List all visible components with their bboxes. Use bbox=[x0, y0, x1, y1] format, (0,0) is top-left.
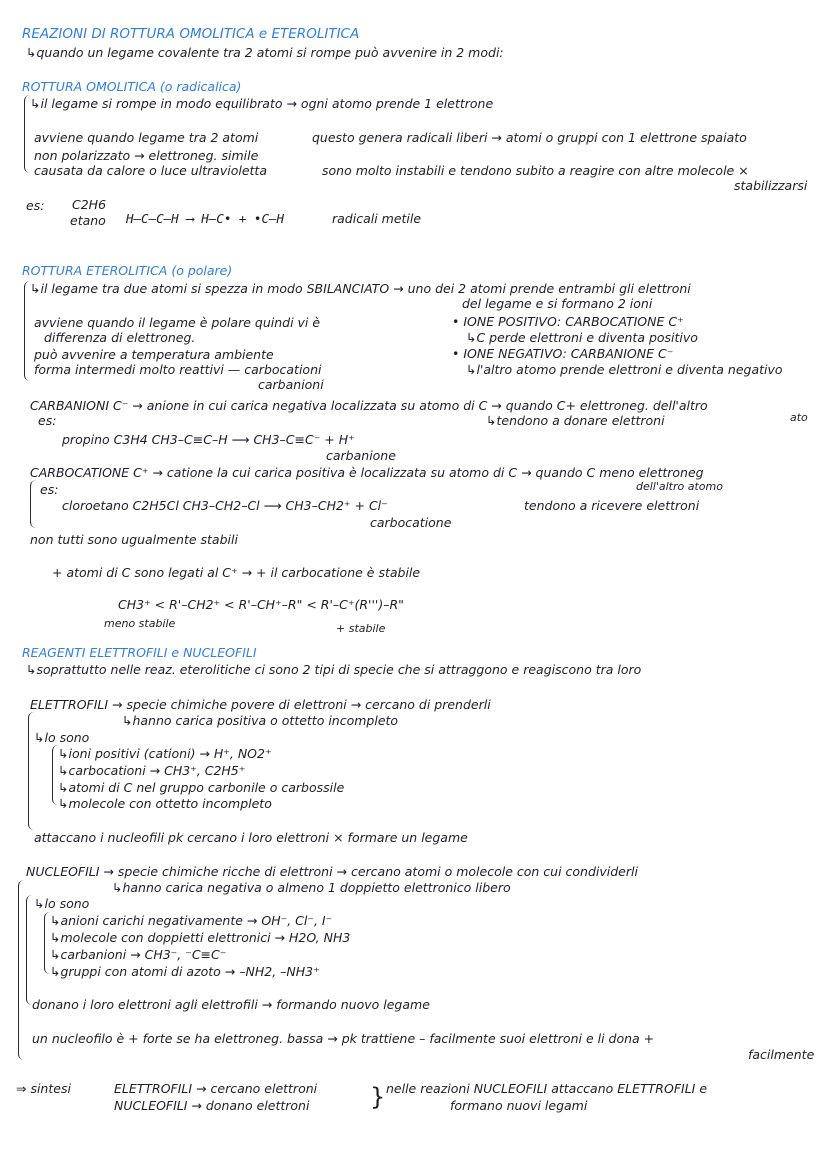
main-title: REAZIONI DI ROTTURA OMOLITICA e ETEROLITICA bbox=[22, 26, 360, 42]
nucleofili-definition: NUCLEOFILI → specie chimiche ricche di elettroni → cercano atomi o molecole con cui condividerli bbox=[26, 864, 638, 879]
intro-text: ↳quando un legame covalente tra 2 atomi si rompe può avvenire in 2 modi: bbox=[26, 45, 504, 60]
eterolitica-line-4: forma intermedi molto reattivi — carbocationi bbox=[34, 362, 322, 377]
carbocatione-example: cloroetano C2H5Cl CH3–CH2–Cl ⟶ CH3–CH2⁺ + Cl⁻ bbox=[62, 498, 388, 513]
omolitica-ex-reaction: H–C–C–H ⟶ H–C• + •C–H bbox=[126, 211, 285, 226]
omolitica-line-3b: sono molto instabili e tendono subito a reagire con altre molecole × bbox=[322, 163, 749, 178]
elettrofili-charge: ↳hanno carica positiva o ottetto incompleto bbox=[122, 713, 399, 728]
nucleofili-strength-cont: facilmente bbox=[748, 1047, 815, 1062]
carbanioni-example: propino C3H4 CH3–C≡C–H ⟶ CH3–C≡C⁻ + H⁺ bbox=[62, 432, 355, 447]
omolitica-line-2c: questo genera radicali liberi → atomi o gruppi con 1 elettrone spaiato bbox=[312, 130, 747, 145]
sintesi-conclusion-1: nelle reazioni NUCLEOFILI attaccano ELETTROFILI e bbox=[386, 1081, 708, 1096]
ione-positivo: • IONE POSITIVO: CARBOCATIONE C⁺ bbox=[452, 314, 684, 329]
carbocatione-definition-cont: dell'altro atomo bbox=[636, 480, 723, 493]
nucleofili-strength: un nucleofilo è + forte se ha elettroneg. bassa → pk trattiene – facilmente suoi elettroni e li dona + bbox=[32, 1031, 655, 1046]
eterolitica-heading: ROTTURA ETEROLITICA (o polare) bbox=[22, 263, 233, 278]
sintesi-conclusion-2: formano nuovi legami bbox=[450, 1098, 588, 1113]
omolitica-ex-formula: C2H6 bbox=[72, 197, 107, 212]
carbocatione-label: carbocatione bbox=[370, 515, 452, 530]
carbocatione-brace bbox=[30, 480, 37, 528]
eterolitica-line-4b: carbanioni bbox=[258, 377, 324, 392]
elettrofili-definition: ELETTROFILI → specie chimiche povere di elettroni → cercano di prenderli bbox=[30, 697, 491, 712]
nucleofili-item-1: ↳anioni carichi negativamente → OH⁻, Cl⁻, I⁻ bbox=[50, 913, 333, 928]
omolitica-line-2b: non polarizzato → elettroneg. simile bbox=[34, 148, 259, 163]
omolitica-ex-name: etano bbox=[70, 213, 106, 228]
nucleofili-lo-sono: ↳lo sono bbox=[34, 896, 90, 911]
nucleofili-charge: ↳hanno carica negativa o almeno 1 doppietto elettronico libero bbox=[112, 880, 511, 895]
carbocatione-tendency: tendono a ricevere elettroni bbox=[524, 498, 700, 513]
carbanioni-definition: CARBANIONI C⁻ → anione in cui carica negativa localizzata su atomo di C → quando C+ elettroneg. dell'altro bbox=[30, 398, 708, 413]
eterolitica-line-1: ↳il legame tra due atomi si spezza in modo SBILANCIATO → uno dei 2 atomi prende entrambi gli elettroni bbox=[30, 281, 691, 296]
elettrofili-item-3: ↳atomi di C nel gruppo carbonile o carbossile bbox=[58, 780, 345, 795]
stability-note: non tutti sono ugualmente stabili bbox=[30, 532, 238, 547]
eterolitica-brace bbox=[24, 281, 31, 381]
sintesi-brace: } bbox=[370, 1083, 386, 1111]
carbanioni-es: es: bbox=[38, 413, 57, 428]
nucleofili-brace-outer bbox=[18, 880, 25, 1060]
nucleofili-donate: donano i loro elettroni agli elettrofili → formando nuovo legame bbox=[32, 997, 430, 1012]
elettrofili-item-1: ↳ioni positivi (cationi) → H⁺, NO2⁺ bbox=[58, 746, 272, 761]
reagenti-intro: ↳soprattutto nelle reaz. eterolitiche ci sono 2 tipi di specie che si attraggono e reagiscono tra loro bbox=[26, 662, 642, 677]
ione-positivo-note: ↳C perde elettroni e diventa positivo bbox=[466, 330, 698, 345]
stability-high-label: + stabile bbox=[336, 622, 386, 635]
stability-rule: + atomi di C sono legati al C⁺ → + il carbocatione è stabile bbox=[52, 565, 421, 580]
ione-negativo: • IONE NEGATIVO: CARBANIONE C⁻ bbox=[452, 346, 674, 361]
sintesi-nucleofili: NUCLEOFILI → donano elettroni bbox=[114, 1098, 310, 1113]
nucleofili-item-3: ↳carbanioni → CH3⁻, ⁻C≡C⁻ bbox=[50, 947, 227, 962]
carbanione-label: carbanione bbox=[326, 448, 396, 463]
sintesi-label: ⇒ sintesi bbox=[16, 1081, 71, 1096]
carbocatione-es: es: bbox=[40, 482, 59, 497]
eterolitica-line-3: può avvenire a temperatura ambiente bbox=[34, 347, 274, 362]
reagenti-heading: REAGENTI ELETTROFILI e NUCLEOFILI bbox=[22, 645, 257, 660]
carbanioni-definition-cont: ato bbox=[790, 411, 808, 424]
stability-low-label: meno stabile bbox=[104, 617, 176, 630]
omolitica-line-2a: avviene quando legame tra 2 atomi bbox=[34, 130, 259, 145]
nucleofili-item-4: ↳gruppi con atomi di azoto → –NH2, –NH3⁺ bbox=[50, 964, 320, 979]
nucleofili-brace-inner bbox=[26, 895, 32, 1005]
omolitica-line-3a: causata da calore o luce ultravioletta bbox=[34, 163, 267, 178]
omolitica-line-3c: stabilizzarsi bbox=[734, 178, 808, 193]
omolitica-heading: ROTTURA OMOLITICA (o radicalica) bbox=[22, 79, 242, 94]
stability-series: CH3⁺ < R'–CH2⁺ < R'–CH⁺–R" < R'–C⁺(R''')–R" bbox=[118, 597, 404, 612]
carbocatione-definition: CARBOCATIONE C⁺ → catione la cui carica positiva è localizzata su atomo di C → quando C meno elettroneg bbox=[30, 465, 704, 480]
sintesi-elettrofili: ELETTROFILI → cercano elettroni bbox=[114, 1081, 318, 1096]
omolitica-ex-note: radicali metile bbox=[332, 211, 422, 226]
eterolitica-line-2a: avviene quando il legame è polare quindi vi è bbox=[34, 315, 321, 330]
carbanioni-tendency: ↳tendono a donare elettroni bbox=[486, 413, 665, 428]
elettrofili-attack: attaccano i nucleofili pk cercano i loro elettroni × formare un legame bbox=[34, 830, 468, 845]
nucleofili-item-2: ↳molecole con doppietti elettronici → H2O, NH3 bbox=[50, 930, 351, 945]
omolitica-es-label: es: bbox=[26, 198, 45, 213]
elettrofili-lo-sono: ↳lo sono bbox=[34, 730, 90, 745]
eterolitica-line-2b: differenza di elettroneg. bbox=[44, 330, 196, 345]
omolitica-line-1: ↳il legame si rompe in modo equilibrato → ogni atomo prende 1 elettrone bbox=[30, 96, 494, 111]
elettrofili-item-4: ↳molecole con ottetto incompleto bbox=[58, 796, 272, 811]
elettrofili-item-2: ↳carbocationi → CH3⁺, C2H5⁺ bbox=[58, 763, 246, 778]
ione-negativo-note: ↳l'altro atomo prende elettroni e diventa negativo bbox=[466, 362, 783, 377]
eterolitica-line-1b: del legame e si formano 2 ioni bbox=[462, 296, 653, 311]
